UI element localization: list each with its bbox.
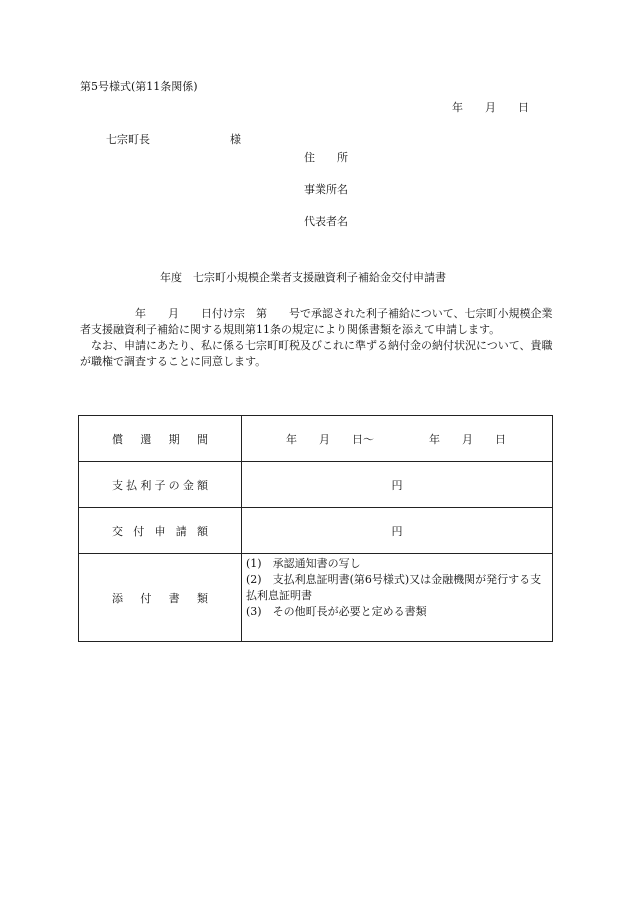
addressee-honorific: 様: [230, 133, 241, 146]
addressee: [106, 133, 241, 147]
table-row: [79, 508, 553, 554]
office-name-label: 事業所名: [304, 183, 348, 196]
attachment-item: (2) 支払利息証明書(第6号様式)又は金融機関が発行する支払利息証明書: [246, 573, 542, 602]
table-row: [79, 416, 553, 462]
application-amount-value: 円: [242, 508, 553, 554]
body-paragraph-1: 年 月 日付け宗 第 号で承認された利子補給について、七宗町小規模企業者支援融資利子補給に関する規則第11条の規定により関係書類を添えて申請します。: [80, 307, 553, 336]
attachment-item: (1) 承認通知書の写し: [246, 557, 361, 570]
repayment-period-value: 年 月 日～ 年 月 日: [242, 416, 553, 462]
application-table: [78, 415, 553, 642]
representative-label: 代表者名: [304, 215, 348, 228]
body-text: [80, 306, 554, 370]
row-label-application-amount: 交付申請額: [79, 508, 242, 554]
row-label-attachments: 添付書類: [79, 554, 242, 642]
table-row: [79, 462, 553, 508]
date-line: 年 月 日: [452, 101, 529, 114]
attachments-list: [242, 554, 553, 642]
body-paragraph-2: なお、申請にあたり、私に係る七宗町町税及びこれに準ずる納付金の納付状況について、貴職が職権で調査することに同意します。: [80, 339, 553, 368]
address-label: 住 所: [304, 151, 348, 164]
form-number: 第5号様式(第11条関係): [80, 80, 198, 93]
row-label-interest-paid: 支払利子の金額: [79, 462, 242, 508]
document-title: 年度 七宗町小規模企業者支援融資利子補給金交付申請書: [160, 271, 446, 284]
row-label-repayment-period: 償還期間: [79, 416, 242, 462]
table-row: [79, 554, 553, 642]
addressee-name: 七宗町長: [106, 133, 150, 146]
interest-paid-value: 円: [242, 462, 553, 508]
attachment-item: (3) その他町長が必要と定める書類: [246, 605, 427, 618]
